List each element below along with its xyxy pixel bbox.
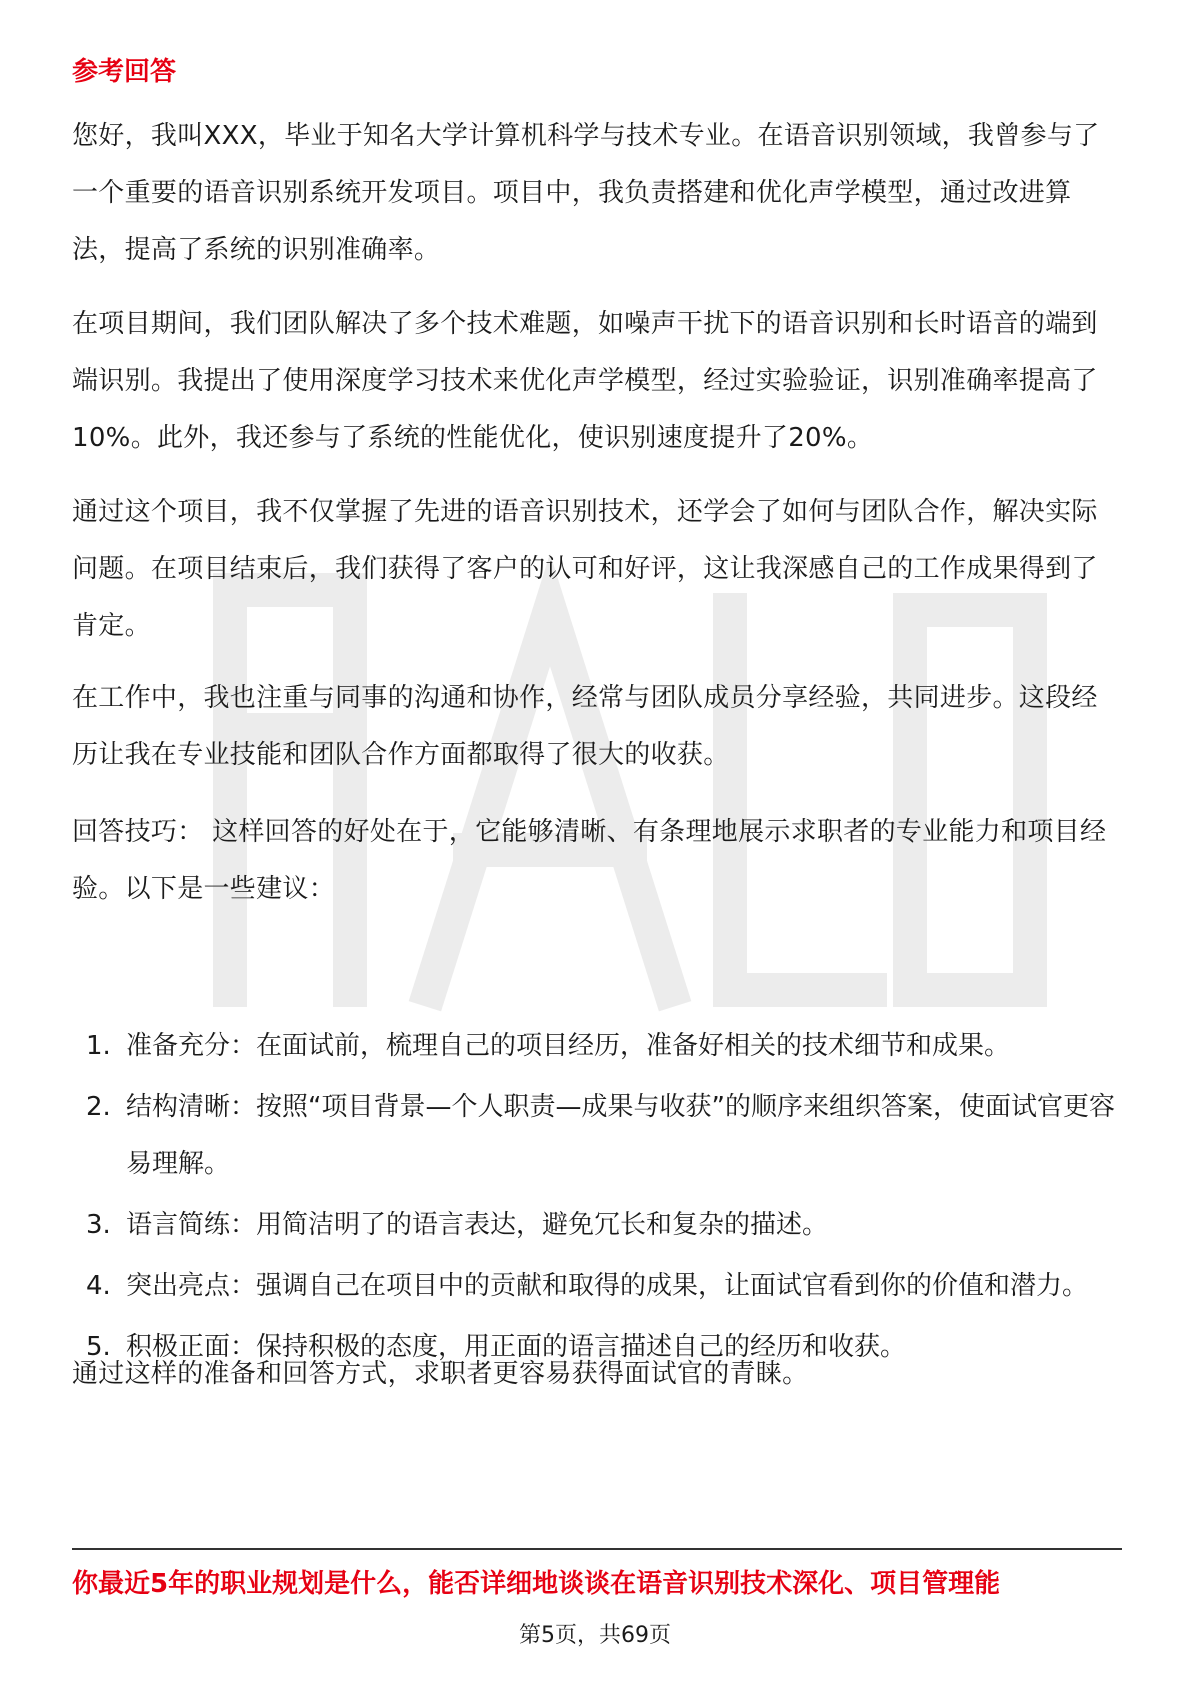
answer-paragraph-3: 通过这个项目，我不仅掌握了先进的语音识别技术，还学会了如何与团队合作，解决实际问题。在项目结束后，我们获得了客户的认可和好评，这让我深感自己的工作成果得到了肯定。: [72, 497, 1098, 641]
tips-intro-paragraph: 回答技巧： 这样回答的好处在于，它能够清晰、有条理地展示求职者的专业能力和项目经验。以下是一些建议：: [72, 817, 1107, 904]
answer-paragraph-4: 在工作中，我也注重与同事的沟通和协作，经常与团队成员分享经验，共同进步。这段经历让我在专业技能和团队合作方面都取得了很大的收获。: [72, 683, 1098, 770]
list-item: [72, 1018, 1122, 1075]
section-divider: [72, 1548, 1122, 1550]
section-heading: 参考回答: [72, 57, 177, 87]
list-item: [72, 1079, 1122, 1193]
list-item-text: 结构清晰：按照“项目背景—个人职责—成果与收获”的顺序来组织答案，使面试官更容易理解。: [126, 1092, 1115, 1179]
closing-paragraph: 通过这样的准备和回答方式，求职者更容易获得面试官的青睐。: [72, 1359, 809, 1389]
answer-paragraph-1: 您好，我叫XXX，毕业于知名大学计算机科学与技术专业。在语音识别领域，我曾参与了一个重要的语音识别系统开发项目。项目中，我负责搭建和优化声学模型，通过改进算法，提高了系统的识别准确率。: [72, 121, 1100, 265]
list-item-text: 语言简练：用简洁明了的语言表达，避免冗长和复杂的描述。: [126, 1210, 829, 1240]
list-item-number: 4.: [86, 1271, 111, 1301]
next-question-heading: 你最近5年的职业规划是什么，能否详细地谈谈在语音识别技术深化、项目管理能: [72, 1569, 1001, 1599]
list-item-number: 2.: [86, 1092, 111, 1122]
tips-list: [72, 1018, 1122, 1380]
answer-paragraph-2: 在项目期间，我们团队解决了多个技术难题，如噪声干扰下的语音识别和长时语音的端到端识别。我提出了使用深度学习技术来优化声学模型，经过实验验证，识别准确率提高了10%。此外，我还参与了系统的性能优化，使识别速度提升了20%。: [72, 309, 1098, 453]
list-item-number: 1.: [86, 1031, 111, 1061]
list-item-number: 3.: [86, 1210, 111, 1240]
page-number-footer: 第5页，共69页: [519, 1623, 671, 1648]
list-item: [72, 1258, 1122, 1315]
list-item-text: 突出亮点：强调自己在项目中的贡献和取得的成果，让面试官看到你的价值和潜力。: [126, 1271, 1089, 1301]
list-item-number: 5.: [86, 1332, 111, 1362]
list-item-text: 准备充分：在面试前，梳理自己的项目经历，准备好相关的技术细节和成果。: [126, 1031, 1011, 1061]
list-item-text: 积极正面：保持积极的态度，用正面的语言描述自己的经历和收获。: [126, 1332, 907, 1362]
list-item: [72, 1197, 1122, 1254]
